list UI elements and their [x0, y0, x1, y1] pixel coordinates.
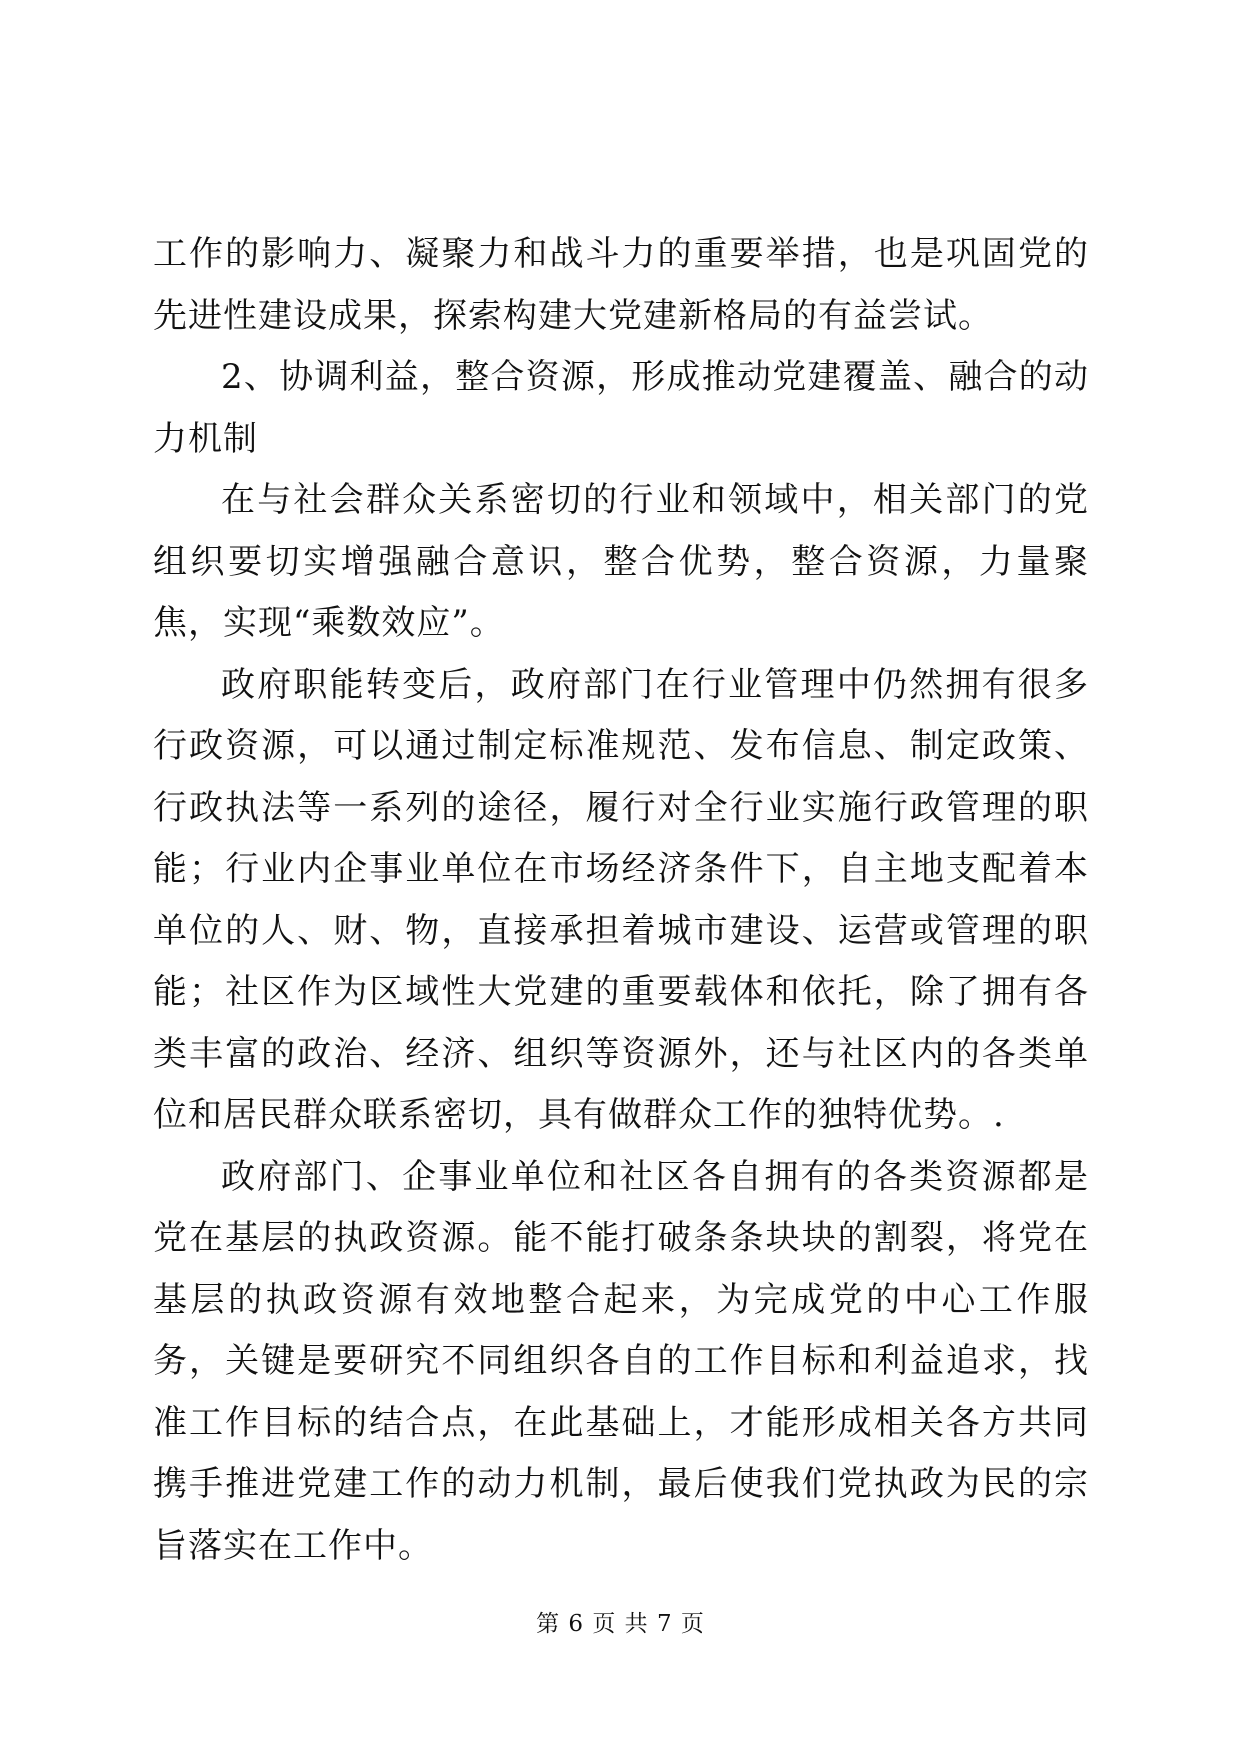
paragraph-3: 在与社会群众关系密切的行业和领域中，相关部门的党组织要切实增强融合意识，整合优势，整合资源，力量聚焦，实现“乘数效应”。 — [153, 480, 1089, 643]
page-number-footer: 第 6 页 共 7 页 — [536, 1611, 705, 1637]
paragraph-1: 工作的影响力、凝聚力和战斗力的重要举措，也是巩固党的先进性建设成果，探索构建大党建新格局的有益尝试。 — [153, 234, 1089, 336]
paragraph-2-heading: 2、协调利益，整合资源，形成推动党建覆盖、融合的动力机制 — [153, 357, 1089, 459]
paragraph-4: 政府职能转变后，政府部门在行业管理中仍然拥有很多行政资源，可以通过制定标准规范、发布信息、制定政策、行政执法等一系列的途径，履行对全行业实施行政管理的职能；行业内企事业单位在市场经济条件下，自主地支配着本单位的人、财、物，直接承担着城市建设、运营或管理的职能；社区作为区域性大党建的重要载体和依托，除了拥有各类丰富的政治、经济、组织等资源外，还与社区内的各类单位和居民群众联系密切，具有做群众工作的独特优势。. — [153, 664, 1089, 1135]
document-body — [153, 224, 1089, 1577]
paragraph-5: 政府部门、企事业单位和社区各自拥有的各类资源都是党在基层的执政资源。能不能打破条条块块的割裂，将党在基层的执政资源有效地整合起来，为完成党的中心工作服务，关键是要研究不同组织各自的工作目标和利益追求，找准工作目标的结合点，在此基础上，才能形成相关各方共同携手推进党建工作的动力机制，最后使我们党执政为民的宗旨落实在工作中。 — [153, 1156, 1089, 1566]
